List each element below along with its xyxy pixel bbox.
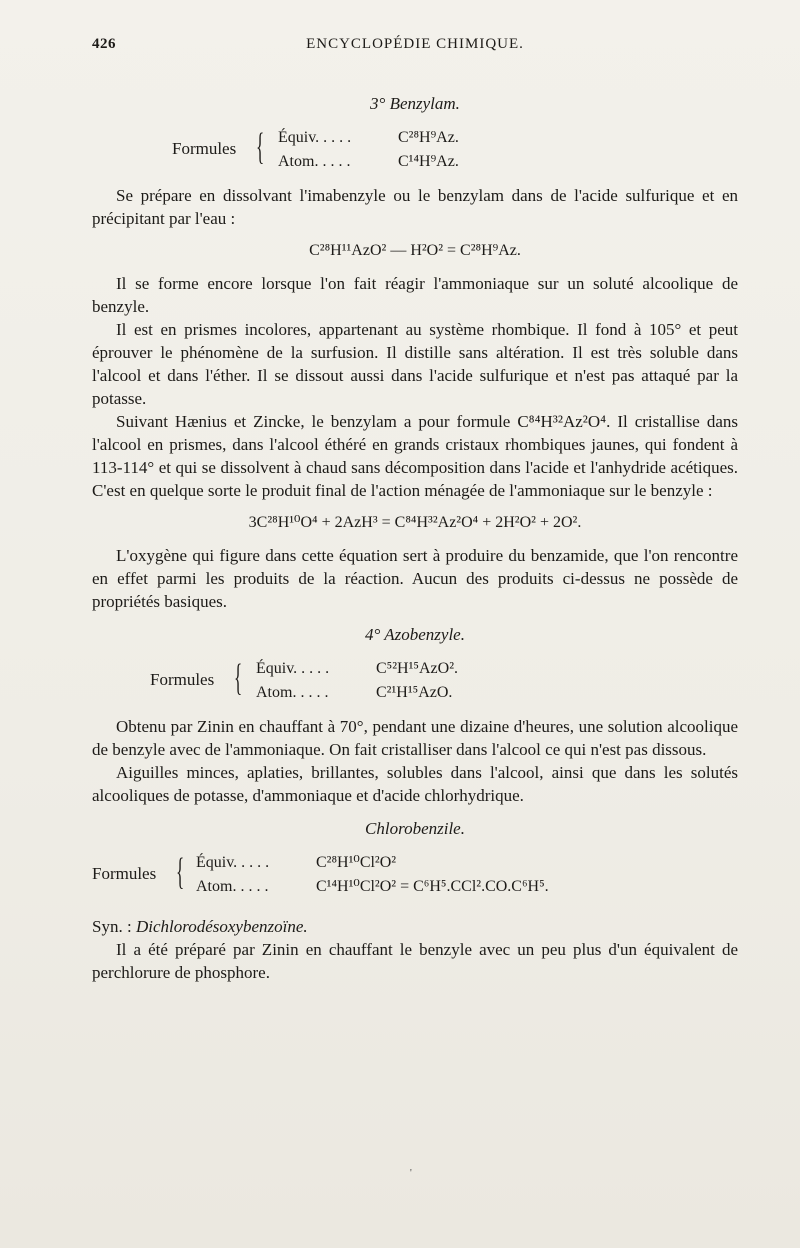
section-title-benzylam: 3° Benzylam. (370, 94, 460, 113)
formulas-label: Formules (150, 670, 215, 689)
equation: C²⁸H¹¹AzO² — H²O² = C²⁸H⁹Az. (309, 242, 521, 259)
synonym-line: Syn. : Dichlorodésoxybenzoïne. (92, 917, 308, 936)
equation: 3C²⁸H¹⁰O⁴ + 2AzH³ = C⁸⁴H³²Az²O⁴ + 2H²O² + 2O². (248, 514, 582, 531)
printer-mark: ' (410, 1168, 412, 1179)
paragraph: Il se forme encore lorsque l'on fait réagir l'ammoniaque sur un soluté alcoolique de benzyle. (92, 274, 738, 316)
formula-equiv-row: Équiv. . . . . C⁵²H¹⁵AzO². (256, 660, 458, 677)
synonym-term: Dichlorodésoxybenzoïne. (135, 917, 308, 936)
section-title-azobenzyle: 4° Azobenzyle. (365, 625, 465, 644)
page-number: 426 (92, 36, 116, 52)
page-header (92, 36, 738, 58)
brace-glyph: { (176, 851, 185, 893)
formulas-chlorobenzile (92, 849, 738, 901)
formula-atom-row: Atom. . . . . C¹⁴H¹⁰Cl²O² = C⁶H⁵.CCl².CO.C⁶H⁵. (196, 878, 549, 895)
formulas-benzylam (92, 124, 738, 176)
paragraph: Se prépare en dissolvant l'imabenzyle ou le benzylam dans de l'acide sulfurique et en précipitant par l'eau : (92, 186, 738, 228)
formula-equiv-row: Équiv. . . . . C²⁸H¹⁰Cl²O² (196, 854, 397, 871)
formulas-label: Formules (92, 864, 157, 883)
paragraph: Obtenu par Zinin en chauffant à 70°, pendant une dizaine d'heures, une solution alcoolique de benzyle avec de l'ammoniaque. On fait cristalliser dans l'alcool ce qui n'est pas dissous. (92, 717, 738, 759)
formulas-azobenzyle (92, 655, 738, 707)
paragraph: Il est en prismes incolores, appartenant au système rhombique. Il fond à 105° et peut éprouver le phénomène de la surfusion. Il distille sans altération. Il est très soluble dans l'alcool et dans l'éther. Il se dissout aussi dans l'acide sulfurique et n'est pas attaqué par la potasse. (92, 320, 738, 408)
formula-atom-row: Atom. . . . . C¹⁴H⁹Az. (278, 153, 459, 170)
formula-atom-row: Atom. . . . . C²¹H¹⁵AzO. (256, 684, 453, 701)
brace-glyph: { (234, 657, 243, 699)
paragraph: Il a été préparé par Zinin en chauffant le benzyle avec un peu plus d'un équivalent de perchlorure de phosphore. (92, 940, 738, 982)
paragraph: L'oxygène qui figure dans cette équation sert à produire du benzamide, que l'on rencontre en effet parmi les produits de la réaction. Aucun des produits ci-dessus ne possède de propriétés basiques. (92, 546, 738, 611)
brace-glyph: { (256, 126, 265, 168)
formulas-label: Formules (172, 139, 237, 158)
running-title: ENCYCLOPÉDIE CHIMIQUE. (306, 36, 524, 52)
formula-equiv-row: Équiv. . . . . C²⁸H⁹Az. (278, 129, 459, 146)
section-title-chlorobenzile: Chlorobenzile. (365, 819, 465, 838)
paragraph: Aiguilles minces, aplaties, brillantes, solubles dans l'alcool, ainsi que dans les solutés alcooliques de potasse, d'ammoniaque et d'acide chlorhydrique. (92, 763, 738, 805)
page-body (92, 92, 738, 984)
paragraph: Suivant Hænius et Zincke, le benzylam a pour formule C⁸⁴H³²Az²O⁴. Il cristallise dans l'alcool en prismes, dans l'alcool éthéré en grands cristaux rhombiques jaunes, qui fondent à 113-114° et qui se dissolvent à chaud sans décomposition dans l'acide et l'anhydride acétiques. C'est en quelque sorte le produit final de l'action ménagée de l'ammoniaque sur le benzyle : (92, 412, 738, 500)
